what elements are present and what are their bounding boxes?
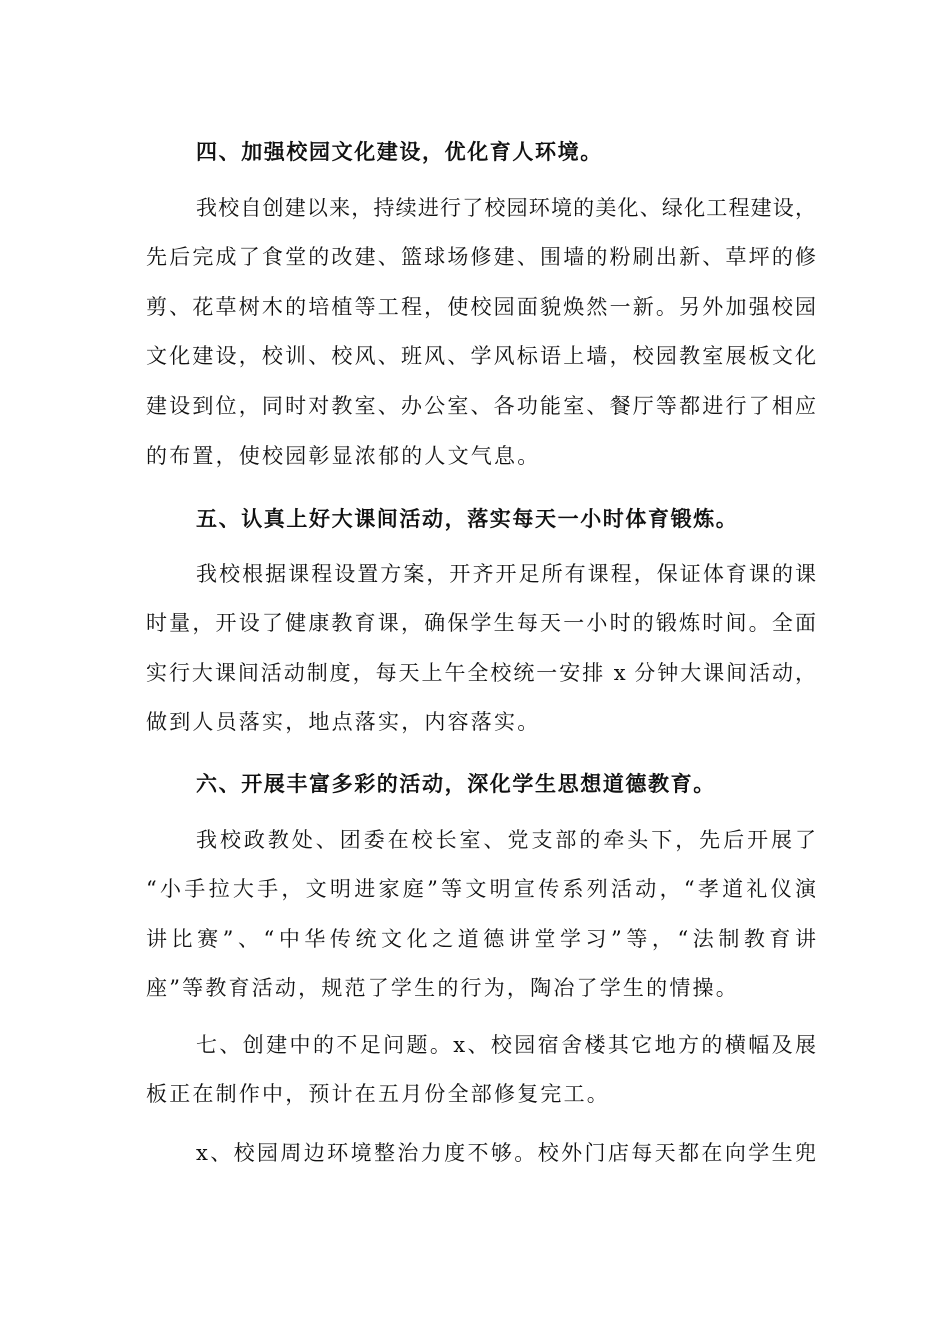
paragraph-line: 剪、花草树木的培植等工程，使校园面貌焕然一新。另外加强校园 (146, 295, 816, 319)
paragraph-line: 文化建设，校训、校风、班风、学风标语上墙，校园教室展板文化 (146, 344, 816, 368)
paragraph-line: 讲比赛”、“中华传统文化之道德讲堂学习”等，“法制教育讲 (146, 927, 816, 951)
paragraph-line: 建设到位，同时对教室、办公室、各功能室、餐厅等都进行了相应 (146, 394, 816, 418)
paragraph-line: “小手拉大手，文明进家庭”等文明宣传系列活动，“孝道礼仪演 (146, 877, 816, 901)
paragraph-line: 我校根据课程设置方案，开齐开足所有课程，保证体育课的课 (196, 562, 816, 586)
paragraph-line: 座”等教育活动，规范了学生的行为，陶冶了学生的情操。 (146, 976, 739, 1000)
paragraph-line: 板正在制作中，预计在五月份全部修复完工。 (146, 1082, 610, 1106)
paragraph-line: 我校自创建以来，持续进行了校园环境的美化、绿化工程建设， (196, 196, 816, 220)
paragraph-line: x、校园周边环境整治力度不够。校外门店每天都在向学生兜 (196, 1141, 816, 1165)
paragraph-line: 实行大课间活动制度，每天上午全校统一安排 x 分钟大课间活动， (146, 661, 816, 685)
section-heading-4: 四、加强校园文化建设，优化育人环境。 (196, 139, 603, 164)
paragraph-line: 做到人员落实，地点落实，内容落实。 (146, 710, 541, 734)
paragraph-line: 先后完成了食堂的改建、篮球场修建、围墙的粉刷出新、草坪的修 (146, 245, 816, 269)
paragraph-line: 七、创建中的不足问题。x、校园宿舍楼其它地方的横幅及展 (196, 1033, 816, 1057)
paragraph-line: 我校政教处、团委在校长室、党支部的牵头下，先后开展了 (196, 828, 816, 852)
paragraph-line: 的布置，使校园彰显浓郁的人文气息。 (146, 444, 541, 468)
section-heading-5: 五、认真上好大课间活动，落实每天一小时体育锻炼。 (196, 506, 739, 531)
paragraph-line: 时量，开设了健康教育课，确保学生每天一小时的锻炼时间。全面 (146, 611, 816, 635)
section-heading-6: 六、开展丰富多彩的活动，深化学生思想道德教育。 (196, 771, 716, 796)
